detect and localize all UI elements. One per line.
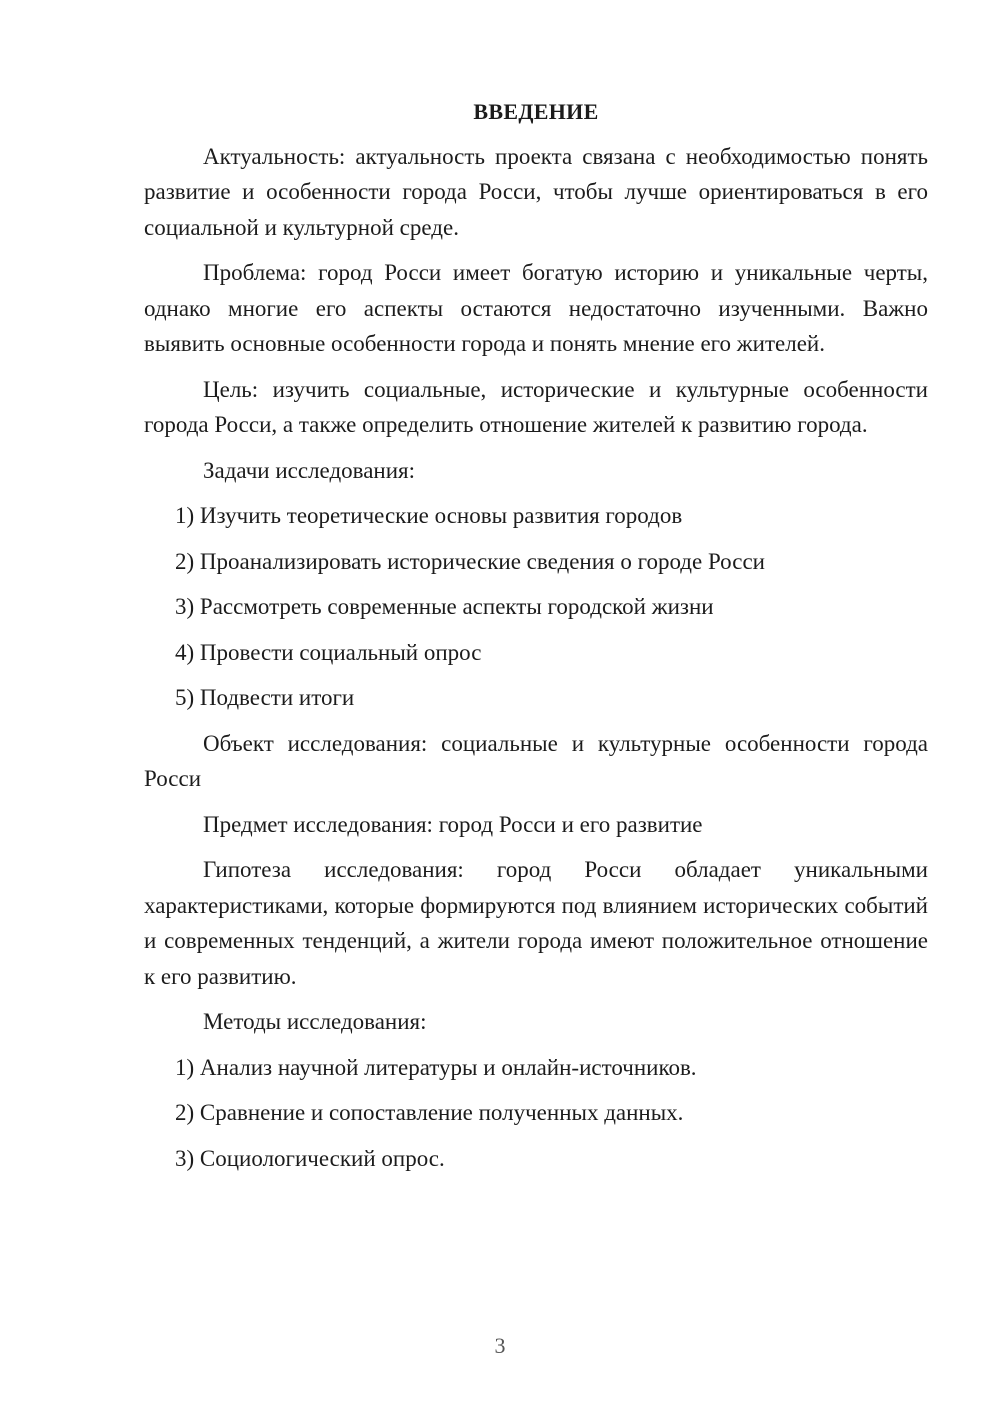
tasks-list — [144, 498, 928, 716]
list-item: 2) Сравнение и сопоставление полученных данных. — [175, 1100, 684, 1125]
page-title: ВВЕДЕНИЕ — [473, 99, 599, 124]
tasks-heading: Задачи исследования: — [203, 457, 416, 483]
list-item: 3) Социологический опрос. — [175, 1145, 445, 1171]
document-page — [144, 94, 928, 1186]
list-item: 3) Рассмотреть современные аспекты городской жизни — [175, 594, 714, 619]
list-item: 1) Анализ научной литературы и онлайн-источников. — [175, 1054, 697, 1080]
methods-heading: Методы исследования: — [203, 1009, 427, 1034]
list-item: 1) Изучить теоретические основы развития городов — [175, 503, 683, 528]
list-item: 4) Провести социальный опрос — [175, 639, 482, 665]
goal-paragraph: Цель: изучить социальные, исторические и культурные особенности города Росси, а также определить отношение жителей к развитию города. — [144, 376, 928, 437]
list-item: 5) Подвести итоги — [175, 685, 355, 710]
relevance-paragraph: Актуальность: актуальность проекта связана с необходимостью понять развитие и особенности города Росси, чтобы лучше ориентироваться в его социальной и культурной среде. — [144, 143, 928, 240]
methods-list — [144, 1050, 928, 1177]
object-paragraph: Объект исследования: социальные и культурные особенности города Росси — [144, 730, 928, 791]
list-item: 2) Проанализировать исторические сведения о городе Росси — [175, 548, 765, 574]
hypothesis-paragraph: Гипотеза исследования: город Росси обладает уникальными характеристиками, которые формируются под влиянием исторических событий и современных тенденций, а жители города имеют положительное отношение к его развитию. — [144, 857, 928, 989]
problem-paragraph: Проблема: город Росси имеет богатую историю и уникальные черты, однако многие его аспекты остаются недостаточно изученными. Важно выявить основные особенности города и понять мнение его жителей. — [144, 260, 928, 356]
page-number: 3 — [494, 1333, 506, 1358]
subject-paragraph: Предмет исследования: город Росси и его развитие — [203, 811, 703, 837]
